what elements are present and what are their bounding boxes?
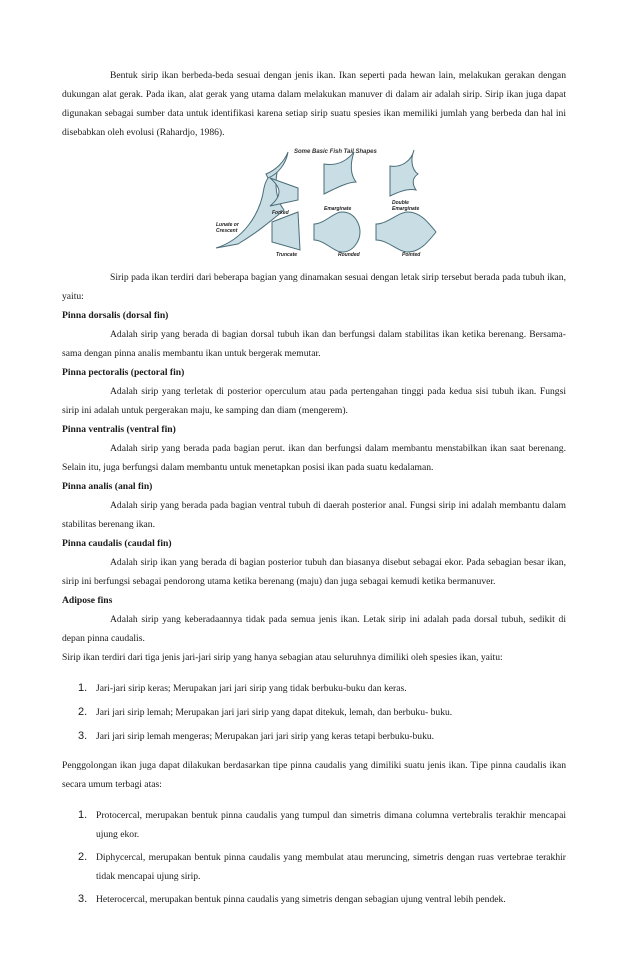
double-emarginate-label: Double Emarginate <box>392 200 420 212</box>
double-emarginate-tail-shape <box>390 150 418 196</box>
list-item-text: Heterocercal, merupakan bentuk pinna caudalis yang simetris dengan sebagian ujung ventral lebih pendek. <box>96 894 506 905</box>
pointed-label: Pointed <box>402 252 421 258</box>
fish-tail-shapes-figure <box>214 148 458 258</box>
caudal-intro-paragraph: Penggolongan ikan juga dapat dilakukan berdasarkan tipe pinna caudalis yang dimiliki suatu jenis ikan. Tipe pinna caudalis ikan secara umum terbagi atas: <box>62 760 566 790</box>
caudal-types-list <box>62 806 566 909</box>
rounded-label: Rounded <box>338 252 360 258</box>
list-item-text: Protocercal, merupakan bentuk pinna caudalis yang tumpul dan simetris dimana columna vertebralis terakhir mencapai ujung ekor. <box>96 810 566 840</box>
list-number: 1. <box>78 809 88 821</box>
list-item <box>62 806 566 844</box>
section-text: Adalah sirip yang berada pada bagian perut. ikan dan berfungsi dalam membantu menstabilkan ikan saat berenang. Selain itu, juga berfungsi dalam membantu untuk menetapkan posisi ikan pada suatu kedalaman. <box>62 443 566 473</box>
section-heading: Pinna dorsalis (dorsal fin) <box>62 310 169 321</box>
list-item <box>62 848 566 886</box>
section-text: Adalah sirip yang keberadaannya tidak pada semua jenis ikan. Letak sirip ini adalah pada dorsal tubuh, sedikit di depan pinna caudalis. <box>62 614 566 644</box>
section-heading: Pinna ventralis (ventral fin) <box>62 424 176 435</box>
list-item-text: Jari jari sirip lemah; Merupakan jari jari sirip yang dapat ditekuk, lemah, dan berbuku- buku. <box>96 707 453 718</box>
list-number: 3. <box>78 730 88 742</box>
emarginate-tail-shape <box>324 152 356 194</box>
list-item <box>62 890 566 909</box>
list-number: 1. <box>78 682 88 694</box>
section-heading: Pinna analis (anal fin) <box>62 481 153 492</box>
rays-intro-paragraph: Sirip ikan terdiri dari tiga jenis jari-jari sirip yang hanya sebagian atau seluruhnya dimiliki oleh spesies ikan, yaitu: <box>62 652 503 663</box>
list-item-text: Jari jari sirip lemah mengeras; Merupakan jari jari sirip yang keras tetapi berbuku-buku. <box>96 731 435 742</box>
lunate-label: Lunate or Crescent <box>216 222 239 234</box>
section-heading: Pinna caudalis (caudal fin) <box>62 538 172 549</box>
rounded-tail-shape <box>314 212 360 252</box>
document-page <box>62 66 566 913</box>
list-number: 2. <box>78 851 88 863</box>
fins-intro-paragraph: Sirip pada ikan terdiri dari beberapa bagian yang dinamakan sesuai dengan letak sirip tersebut berada pada tubuh ikan, yaitu: <box>62 272 566 302</box>
list-item <box>62 727 566 746</box>
section-text: Adalah sirip ikan yang berada di bagian posterior tubuh dan biasanya disebut sebagai ekor. Pada sebagian besar ikan, sirip ini berfungsi sebagai pendorong utama ketika berenang (maju) dan juga sebagai kemudi ketika bermanuver. <box>62 557 566 587</box>
section-heading: Pinna pectoralis (pectoral fin) <box>62 367 185 378</box>
list-item-text: Diphycercal, merupakan bentuk pinna caudalis yang membulat atau meruncing, simetris dengan ruas vertebrae terakhir tidak mencapai ujung sirip. <box>96 852 566 882</box>
intro-paragraph: Bentuk sirip ikan berbeda-beda sesuai dengan jenis ikan. Ikan seperti pada hewan lain, melakukan gerakan dengan dukungan alat gerak. Pada ikan, alat gerak yang utama dalam melakukan manuver di dalam air adalah sirip. Sirip ikan juga dapat digunakan sebagai sumber data untuk identifikasi karena setiap sirip suatu spesies ikan memiliki jumlah yang berbeda dan hal ini disebabkan oleh evolusi (Rahardjo, 1986). <box>62 70 566 138</box>
list-item <box>62 679 566 698</box>
truncate-label: Truncate <box>276 252 298 258</box>
forked-label: Forked <box>272 210 289 216</box>
list-item <box>62 703 566 722</box>
section-heading: Adipose fins <box>62 595 113 606</box>
pointed-tail-shape <box>376 212 436 252</box>
list-number: 2. <box>78 706 88 718</box>
section-text: Adalah sirip yang berada di bagian dorsal tubuh ikan dan berfungsi dalam stabilitas ikan ketika berenang. Bersama-sama dengan pinna analis membantu ikan untuk bergerak memutar. <box>62 329 566 359</box>
list-item-text: Jari-jari sirip keras; Merupakan jari jari sirip yang tidak berbuku-buku dan keras. <box>96 683 407 694</box>
figure-title: Some Basic Fish Tail Shapes <box>294 149 377 155</box>
emarginate-label: Emarginate <box>324 206 352 212</box>
section-text: Adalah sirip yang berada pada bagian ventral tubuh di daerah posterior anal. Fungsi sirip ini adalah membantu dalam stabilitas berenang ikan. <box>62 500 566 530</box>
fin-rays-list <box>62 679 566 746</box>
list-number: 3. <box>78 893 88 905</box>
truncate-tail-shape <box>272 212 300 250</box>
section-text: Adalah sirip yang terletak di posterior operculum atau pada pertengahan tinggi pada kedua sisi tubuh ikan. Fungsi sirip ini adalah untuk pergerakan maju, ke samping dan diam (mengerem). <box>62 386 566 416</box>
